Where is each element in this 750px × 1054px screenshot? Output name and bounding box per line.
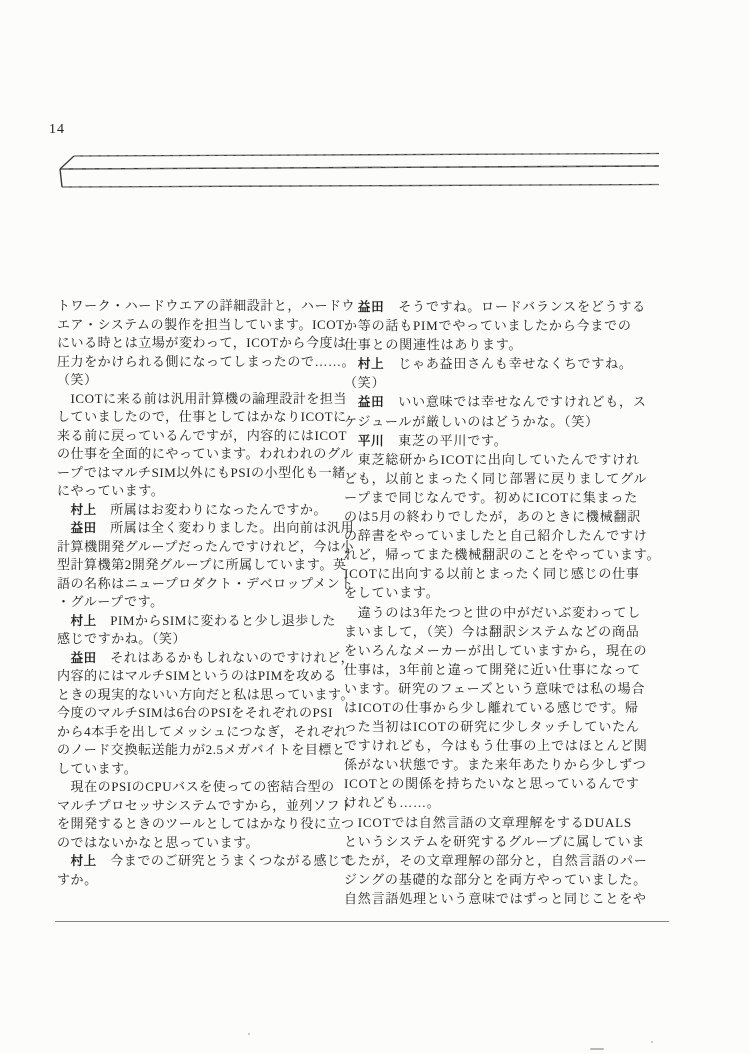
scan-speck bbox=[248, 1033, 250, 1035]
text-line: ケジュールが厳しいのはどうかな。（笑） bbox=[344, 413, 599, 429]
text-line: の辞書をやっていましたと自己紹介したんですけ bbox=[344, 528, 648, 544]
text-line: 来る前に戻っているんですが，内容的にはICOT bbox=[57, 427, 347, 443]
text-line: のではないかなと思っています。 bbox=[57, 834, 260, 850]
text-line: にいる時とは立場が変わって，ICOTから今度は bbox=[57, 335, 347, 350]
text-line: を開発するときのツールとしてはかなり役に立つ bbox=[57, 816, 355, 831]
text-line: をいろんなメーカーが出していますから，現在の bbox=[344, 642, 648, 658]
text-line: （笑） bbox=[57, 372, 98, 387]
text-line: をしています。 bbox=[344, 585, 440, 601]
scan-speck bbox=[651, 1041, 653, 1043]
text-line: 内容的にはマルチSIMというのはPIMを攻める bbox=[57, 668, 337, 683]
text-column-left bbox=[57, 297, 357, 889]
text-line: 今度のマルチSIMは6台のPSIをそれぞれのPSI bbox=[57, 705, 333, 720]
text-line: から4本手を出してメッシュにつなぎ，それぞれ bbox=[57, 723, 348, 739]
text-line: 型計算機第2開発グループに所属しています。英 bbox=[57, 557, 347, 572]
speaker-name: 村上 bbox=[70, 613, 97, 628]
text-line: 現在のPSIのCPUバスを使っての密結合型の bbox=[57, 779, 335, 794]
text-line: ICOTに来る前は汎用計算機の論理設計を担当 bbox=[57, 390, 347, 406]
text-line: にやっています。 bbox=[57, 483, 165, 498]
text-line: 語の名称はニュープロダクト・デベロップメント bbox=[57, 575, 354, 591]
text-line: はICOTの仕事から少し離れている感じです。帰 bbox=[344, 699, 639, 715]
text-line: った当初はICOTの研究に少しタッチしていたん bbox=[344, 719, 640, 735]
text-line: ICOTでは自然言語の文章理解をするDUALS bbox=[344, 814, 632, 830]
text-line: ですけれども，今はもう仕事の上ではほとんど関 bbox=[344, 738, 648, 754]
footer-rule bbox=[55, 921, 669, 922]
text-line: ICOTとの関係を持ちたいなと思っているんです bbox=[344, 776, 640, 792]
text-line: います。研究のフェーズという意味では私の場合 bbox=[344, 680, 646, 696]
text-line: 違うのは3年たつと世の中がだいぶ変わってし bbox=[344, 604, 641, 620]
text-line: 村上 PIMからSIMに変わると少し退歩した bbox=[70, 612, 336, 628]
text-line: マルチプロセッサシステムですから，並列ソフト bbox=[57, 797, 354, 813]
text-line: トワーク・ハードウエアの詳細設計と，ハードウ bbox=[57, 298, 356, 313]
text-line: 益田 いい意味では幸せなんですけれども，ス bbox=[357, 394, 647, 410]
speaker-name: 益田 bbox=[357, 395, 385, 410]
text-line: （笑） bbox=[344, 375, 386, 391]
text-line: 村上 所属はお変わりになったんですか。 bbox=[70, 501, 328, 517]
text-line: のは5月の終わりでしたが，あのときに機械翻訳 bbox=[344, 509, 642, 525]
text-line: 自然言語処理という意味ではずっと同じことをや bbox=[344, 890, 647, 906]
speaker-name: 益田 bbox=[357, 300, 385, 314]
text-line: 仕事との関連性はあります。 bbox=[344, 337, 523, 353]
text-line: していましたので，仕事としてはかなりICOTに bbox=[57, 409, 347, 424]
text-line: か等の話もPIMでやっていましたから今までの bbox=[344, 318, 632, 334]
speaker-name: 村上 bbox=[70, 502, 97, 517]
speaker-name: 村上 bbox=[70, 854, 97, 868]
header-bar-graphic bbox=[0, 0, 750, 210]
text-line: ども，以前とまったく同じ部署に戻りましてグル bbox=[344, 470, 648, 486]
text-line: けれども……。 bbox=[344, 795, 441, 811]
text-column-right bbox=[344, 297, 662, 908]
text-line: 村上 今までのご研究とうまくつながる感じで bbox=[70, 853, 355, 868]
text-line: というシステムを研究するグループに属していま bbox=[344, 833, 646, 849]
text-line: ープではマルチSIM以外にもPSIの小型化も一緒 bbox=[57, 464, 346, 480]
text-line: すか。 bbox=[57, 871, 98, 887]
text-line: したが，その文章理解の部分と，自然言語のパー bbox=[344, 852, 648, 868]
text-line: ときの現実的ないい方向だと私は思っています。 bbox=[57, 686, 355, 702]
text-line: の仕事を全面的にやっています。われわれのグル bbox=[57, 446, 354, 461]
speaker-name: 益田 bbox=[70, 650, 97, 665]
speaker-name: 村上 bbox=[357, 357, 385, 372]
text-line: 感じですかね。（笑） bbox=[57, 631, 187, 646]
text-line: 益田 所属は全く変わりました。出向前は汎用 bbox=[70, 520, 355, 535]
text-line: しています。 bbox=[57, 760, 138, 776]
text-line: 圧力をかけられる側になってしまったので……。 bbox=[57, 353, 356, 369]
text-line: エア・システムの製作を担当しています。ICOT bbox=[57, 316, 345, 332]
text-line: ジングの基礎的な部分とを両方やっていました。 bbox=[344, 871, 648, 887]
text-line: ープまで同じなんです。初めにICOTに集まった bbox=[344, 489, 639, 505]
text-line: 計算機開発グループだったんですけれど，今は小 bbox=[57, 538, 355, 554]
scan-speck bbox=[590, 1048, 604, 1050]
text-line: れど，帰ってまた機械翻訳のことをやっています。 bbox=[344, 547, 661, 563]
text-line: ICOTに出向する以前とまったく同じ感じの仕事 bbox=[344, 566, 640, 582]
page-number: 14 bbox=[49, 122, 65, 137]
text-line: 係がない状態です。また来年あたりから少しずつ bbox=[344, 757, 647, 773]
text-line: 東芝総研からICOTに出向していたんですけれ bbox=[344, 451, 640, 467]
text-line: ・グループです。 bbox=[57, 594, 164, 609]
text-line: 村上 じゃあ益田さんも幸せなくちですね。 bbox=[357, 356, 633, 372]
text-line: 益田 それはあるかもしれないのですけれど， bbox=[70, 649, 355, 665]
text-line: 仕事は，3年前と違って開発に近い仕事になって bbox=[344, 661, 642, 677]
text-line: 平川 東芝の平川です。 bbox=[357, 432, 508, 448]
text-line: 益田 そうですね。ロードバランスをどうする bbox=[357, 299, 646, 314]
speaker-name: 平川 bbox=[357, 433, 385, 448]
text-line: のノード交換転送能力が2.5メガバイトを目標と bbox=[57, 742, 346, 757]
speaker-name: 益田 bbox=[70, 521, 97, 535]
text-line: まいまして，（笑）今は翻訳システムなどの商品 bbox=[344, 623, 640, 639]
